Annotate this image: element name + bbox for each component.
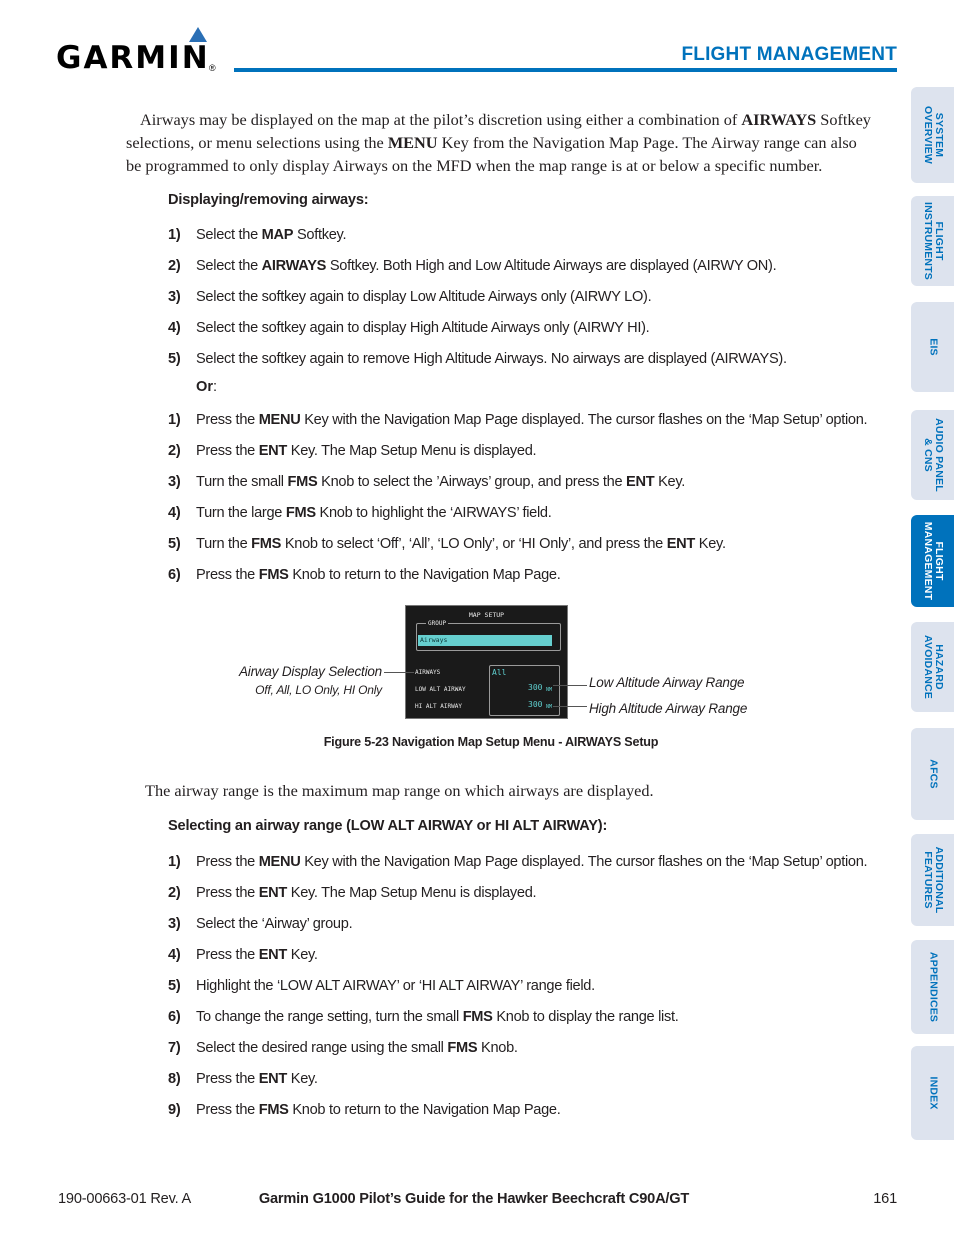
intro-text-1: Airways may be displayed on the map at the pilot’s discretion using either a combination of — [140, 110, 742, 129]
low-alt-range-unit: NM — [546, 687, 553, 693]
step-number: 7) — [168, 1040, 181, 1056]
step-number: 2) — [168, 885, 181, 901]
footer-doc-number: 190-00663-01 Rev. A — [58, 1191, 192, 1207]
step-key-name: MENU — [258, 854, 301, 870]
step-key-name: FMS — [251, 536, 282, 552]
chapter-tab-audio-panel-cns[interactable] — [911, 410, 954, 500]
step-number: 9) — [168, 1102, 181, 1118]
leader-line-low — [553, 685, 587, 686]
intro-airways-softkey: AIRWAYS — [741, 110, 817, 129]
step-text-part: Select the softkey again to remove High Altitude Airways. No airways are displayed (AIRWAYS). — [196, 351, 787, 367]
step-text-part: Select the — [196, 227, 262, 243]
step-number: 1) — [168, 854, 181, 870]
step-number: 4) — [168, 505, 181, 521]
step-text-part: Select the softkey again to display Low Altitude Airways only (AIRWY LO). — [196, 289, 652, 305]
figure-caption-text: Figure 5-23 Navigation Map Setup Menu - AIRWAYS Setup — [323, 735, 659, 749]
step-key-name: ENT — [258, 947, 287, 963]
hi-alt-range-field[interactable]: 300 — [528, 700, 543, 709]
step-number: 3) — [168, 916, 181, 932]
chapter-tab-label: FLIGHT INSTRUMENTS — [921, 201, 945, 281]
step-text-part: Press the — [196, 854, 259, 870]
step-number: 1) — [168, 412, 181, 428]
step-text — [196, 976, 595, 996]
or-word: Or — [196, 379, 214, 395]
step-text — [196, 472, 685, 492]
callout-airway-display-options: Off, All, LO Only, HI Only — [255, 683, 382, 697]
step-number: 6) — [168, 567, 181, 583]
step-text-part: Press the — [196, 412, 259, 428]
step-key-name: AIRWAYS — [261, 258, 327, 274]
step-text — [196, 1038, 518, 1058]
step-number: 8) — [168, 1071, 181, 1087]
step-item — [168, 410, 888, 441]
step-text — [196, 852, 867, 872]
step-key-name: FMS — [258, 1102, 289, 1118]
footer-page-number: 161 — [873, 1191, 897, 1207]
step-text — [196, 945, 318, 965]
step-key-name: MAP — [261, 227, 294, 243]
footer-title — [0, 1191, 954, 1207]
step-number: 6) — [168, 1009, 181, 1025]
chapter-tab-label: ADDITIONAL FEATURES — [921, 846, 945, 914]
step-item — [168, 1069, 888, 1100]
step-number: 4) — [168, 947, 181, 963]
step-number: 5) — [168, 536, 181, 552]
step-text-part: Press the — [196, 947, 259, 963]
step-item — [168, 472, 888, 503]
steps-list-display-softkey — [168, 225, 888, 380]
chapter-tab-eis[interactable] — [911, 302, 954, 392]
step-item — [168, 914, 888, 945]
leader-line-high — [553, 706, 587, 707]
step-item — [168, 565, 888, 596]
step-text-part: Select the — [196, 258, 262, 274]
chapter-tab-label: FLIGHT MANAGEMENT — [921, 521, 945, 601]
chapter-tab-appendices[interactable] — [911, 940, 954, 1034]
step-text — [196, 565, 560, 585]
intro-text-2: Softkey selections, or menu selections using the — [126, 110, 871, 152]
step-item — [168, 287, 888, 318]
airways-value-field[interactable]: All — [492, 668, 507, 677]
hi-alt-airway-label: HI ALT AIRWAY — [415, 703, 462, 710]
step-key-name: ENT — [258, 885, 287, 901]
step-text-part: Key. The Map Setup Menu is displayed. — [287, 443, 537, 459]
step-text — [196, 287, 651, 307]
step-key-name: ENT — [666, 536, 696, 552]
group-select-field[interactable]: Airways — [418, 635, 552, 646]
step-text-part: Select the ‘Airway’ group. — [196, 916, 353, 932]
step-text — [196, 225, 346, 245]
step-text-part: Key with the Navigation Map Page displayed. The cursor flashes on the ‘Map Setup’ option. — [300, 854, 868, 870]
garmin-logo-text: GARMIN — [56, 40, 210, 76]
callout-low-altitude-range: Low Altitude Airway Range — [589, 675, 745, 690]
step-number: 2) — [168, 258, 181, 274]
footer-title-text: Garmin G1000 Pilot’s Guide for the Hawker Beechcraft C90A/GT — [258, 1191, 690, 1207]
step-number: 2) — [168, 443, 181, 459]
screen-title: MAP SETUP — [468, 611, 505, 619]
step-text-part: Turn the small — [196, 474, 288, 490]
step-text — [196, 410, 867, 430]
garmin-logo — [56, 27, 221, 77]
step-text-part: Highlight the ‘LOW ALT AIRWAY’ or ‘HI ALT AIRWAY’ range field. — [196, 978, 595, 994]
step-text — [196, 318, 649, 338]
step-text-part: Knob. — [477, 1040, 518, 1056]
chapter-tab-label: EIS — [927, 338, 939, 356]
chapter-tab-label: AUDIO PANEL & CNS — [921, 418, 945, 492]
step-number: 5) — [168, 978, 181, 994]
step-number: 4) — [168, 320, 181, 336]
step-text — [196, 914, 352, 934]
registered-mark-icon: ® — [209, 63, 216, 73]
or-colon: : — [213, 379, 218, 395]
step-item — [168, 1038, 888, 1069]
low-alt-airway-label: LOW ALT AIRWAY — [415, 686, 466, 693]
intro-text-3: Key from the Navigation Map Page. The Airway range can also be programmed to only display Airways on the MFD when the map range is at or below a specific number. — [126, 133, 857, 175]
step-item — [168, 945, 888, 976]
chapter-tab-label: APPENDICES — [927, 951, 939, 1023]
step-item — [168, 1007, 888, 1038]
intro-menu-key: MENU — [387, 133, 438, 152]
step-text-part: Turn the large — [196, 505, 286, 521]
hi-alt-range-unit: NM — [546, 704, 553, 710]
step-item — [168, 852, 888, 883]
step-text-part: Knob to display the range list. — [492, 1009, 679, 1025]
or-line — [196, 379, 217, 395]
steps-list-range — [168, 852, 888, 1131]
step-item — [168, 534, 888, 565]
step-text-part: Key. The Map Setup Menu is displayed. — [287, 885, 537, 901]
step-item — [168, 441, 888, 472]
map-setup-screen — [405, 605, 568, 719]
range-paragraph: The airway range is the maximum map range on which airways are displayed. — [145, 781, 654, 800]
step-text-part: Press the — [196, 567, 259, 583]
step-number: 1) — [168, 227, 181, 243]
step-text-part: Softkey. — [293, 227, 347, 243]
step-text-part: Key. — [654, 474, 686, 490]
heading-displaying-airways: Displaying/removing airways: — [168, 192, 369, 208]
step-text — [196, 1069, 318, 1089]
step-text-part: Knob to highlight the ‘AIRWAYS’ field. — [315, 505, 552, 521]
chapter-tab-system-overview[interactable] — [911, 87, 954, 183]
step-text-part: Knob to select ‘Off’, ‘All’, ‘LO Only’, or ‘HI Only’, and press the — [281, 536, 667, 552]
leader-line-left — [384, 672, 414, 673]
step-text-part: Knob to select the ’Airways’ group, and press the — [317, 474, 627, 490]
chapter-tab-index[interactable] — [911, 1046, 954, 1140]
step-text — [196, 503, 552, 523]
step-item — [168, 883, 888, 914]
section-title: FLIGHT MANAGEMENT — [681, 44, 897, 65]
chapter-tab-afcs[interactable] — [911, 728, 954, 820]
step-key-name: ENT — [626, 474, 655, 490]
step-text-part: Press the — [196, 885, 259, 901]
step-number: 3) — [168, 289, 181, 305]
intro-paragraph — [126, 108, 874, 177]
step-item — [168, 318, 888, 349]
step-text-part: Key. — [287, 1071, 318, 1087]
heading-selecting-range: Selecting an airway range (LOW ALT AIRWAY or HI ALT AIRWAY): — [168, 818, 608, 834]
callout-high-altitude-range: High Altitude Airway Range — [589, 701, 748, 716]
step-text-part: Press the — [196, 1102, 259, 1118]
chapter-tab-label: HAZARD AVOIDANCE — [921, 634, 945, 700]
low-alt-range-field[interactable]: 300 — [528, 683, 543, 692]
step-text — [196, 441, 536, 461]
step-text-part: Press the — [196, 1071, 259, 1087]
chapter-tab-flight-instruments[interactable] — [911, 196, 954, 286]
step-item — [168, 349, 888, 380]
chapter-tab-hazard-avoidance[interactable] — [911, 622, 954, 712]
step-text-part: Turn the — [196, 536, 252, 552]
step-key-name: MENU — [258, 412, 301, 428]
step-text — [196, 256, 776, 276]
chapter-tab-label: INDEX — [927, 1076, 939, 1110]
step-key-name: FMS — [462, 1009, 493, 1025]
step-text-part: Select the softkey again to display High Altitude Airways only (AIRWY HI). — [196, 320, 650, 336]
step-text-part: Select the desired range using the small — [196, 1040, 448, 1056]
step-number: 5) — [168, 351, 181, 367]
callout-airway-display-selection: Airway Display Selection — [238, 664, 382, 679]
step-item — [168, 256, 888, 287]
step-key-name: ENT — [258, 443, 287, 459]
figure-caption — [0, 735, 954, 749]
steps-list-display-menu — [168, 410, 888, 596]
chapter-tab-additional-features[interactable] — [911, 834, 954, 926]
step-text-part: Softkey. Both High and Low Altitude Airways are displayed (AIRWY ON). — [326, 258, 777, 274]
group-label: GROUP — [428, 620, 447, 627]
step-item — [168, 503, 888, 534]
step-text-part: Knob to return to the Navigation Map Page. — [288, 1102, 561, 1118]
airways-label: AIRWAYS — [415, 669, 441, 676]
step-key-name: FMS — [258, 567, 289, 583]
step-text-part: Key. — [695, 536, 726, 552]
step-text — [196, 1007, 679, 1027]
step-text — [196, 883, 536, 903]
step-item — [168, 976, 888, 1007]
step-text — [196, 534, 726, 554]
step-text-part: Press the — [196, 443, 259, 459]
step-item — [168, 225, 888, 256]
chapter-tab-label: AFCS — [927, 759, 939, 789]
step-key-name: FMS — [287, 474, 318, 490]
header-rule — [234, 68, 897, 72]
step-text-part: Key. — [287, 947, 318, 963]
step-key-name: ENT — [258, 1071, 287, 1087]
step-text — [196, 349, 787, 369]
chapter-tab-label: SYSTEM OVERVIEW — [921, 105, 945, 165]
step-text-part: Knob to return to the Navigation Map Page. — [288, 567, 561, 583]
step-text — [196, 1100, 560, 1120]
chapter-tab-flight-management[interactable] — [911, 515, 954, 607]
step-item — [168, 1100, 888, 1131]
step-text-part: To change the range setting, turn the small — [196, 1009, 463, 1025]
step-key-name: FMS — [285, 505, 316, 521]
step-key-name: FMS — [447, 1040, 478, 1056]
step-text-part: Key with the Navigation Map Page displayed. The cursor flashes on the ‘Map Setup’ option. — [300, 412, 868, 428]
step-number: 3) — [168, 474, 181, 490]
